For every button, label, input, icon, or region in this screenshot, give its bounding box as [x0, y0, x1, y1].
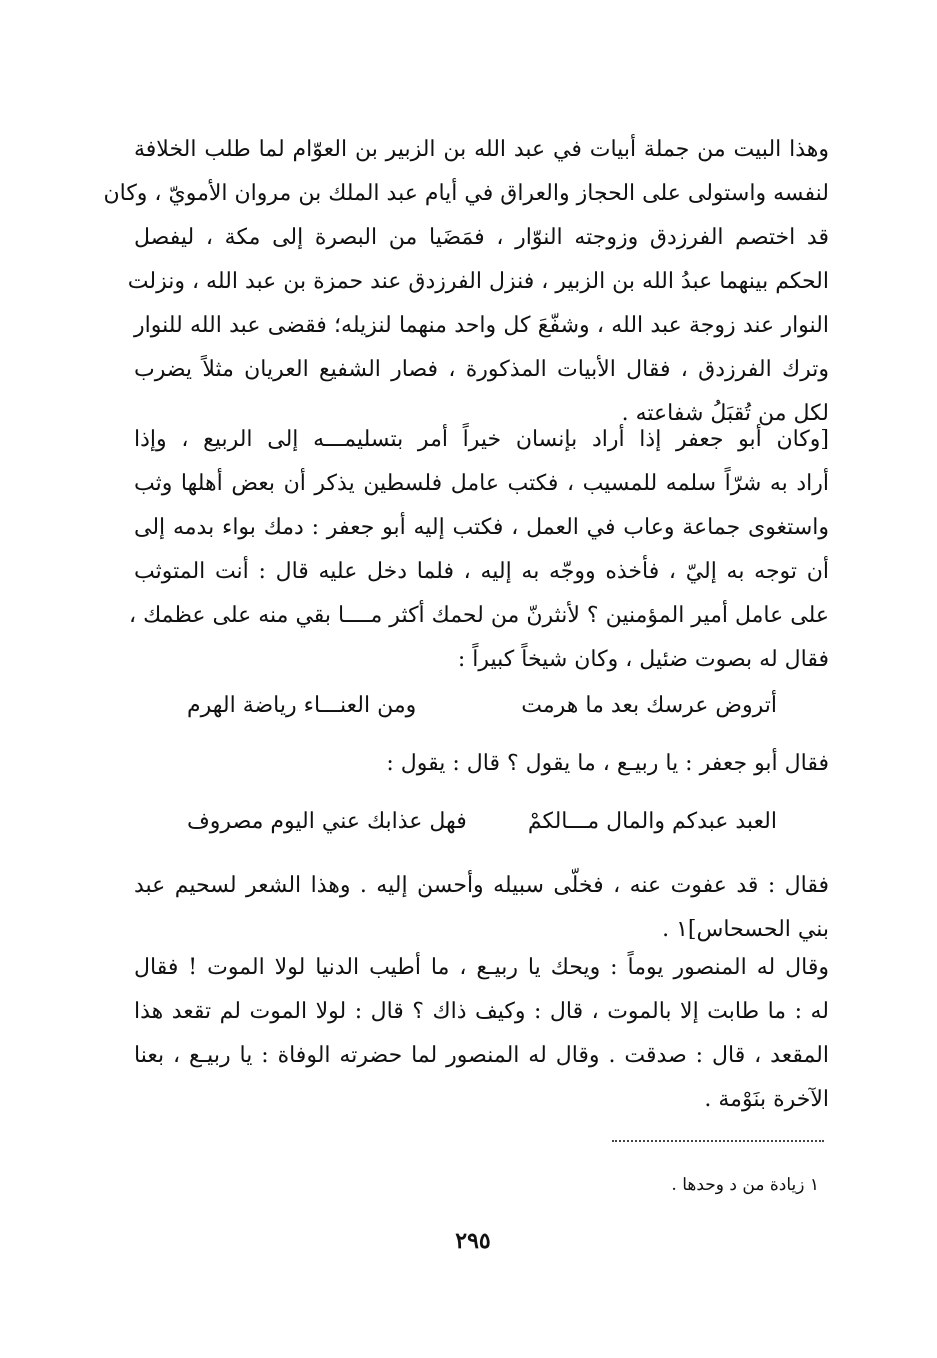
footnote-divider [612, 1140, 824, 1142]
text-line: وترك الفرزدق ، فقال الأبيات المذكورة ، فصار الشفيع العريان مثلاً يضرب [134, 357, 829, 382]
text-line: فقال : قد عفوت عنه ، فخلّى سبيله وأحسن إليه . وهذا الشعر لسحيم عبد [134, 873, 829, 898]
poem-verse-2 [187, 800, 777, 844]
text-line: له : ما طابت إلا بالموت ، قال : وكيف ذاك ؟ قال : لولا الموت لم تقعد هذا [134, 999, 829, 1024]
narration-line: فقال أبو جعفر : يا ربيـع ، ما يقول ؟ قال : يقول : [386, 751, 829, 776]
text-line: وهذا البيت من جملة أبيات في عبد الله بن الزبير بن العوّام لما طلب الخلافة [134, 137, 829, 162]
verse-first-hemistich: أتروض عرسك بعد ما هرمت [521, 693, 777, 718]
text-line: أراد به شرّاً سلمه للمسيب ، فكتب عامل فلسطين يذكر أن بعض أهلها وثب [134, 471, 829, 496]
verse-second-hemistich: فهل عذابك عني اليوم مصروف [187, 809, 467, 834]
paragraph-4 [134, 946, 829, 1122]
footnote: ١ زيادة من د وحدها . [671, 1175, 819, 1195]
text-line: [وكان أبو جعفر إذا أراد بإنسان خيراً أمر بتسليمـــه إلى الربيع ، وإذا [134, 427, 829, 452]
paragraph-2 [128, 418, 829, 682]
text-line: فقال له بصوت ضئيل ، وكان شيخاً كبيراً : [457, 647, 829, 672]
text-line: أن توجه به إليّ ، فأخذه ووجّه به إليه ، فلما دخل عليه قال : أنت المتوثب [134, 559, 829, 584]
paragraph-3 [134, 864, 829, 952]
poem-verse-1 [187, 684, 777, 728]
text-line: النوار عند زوجة عبد الله ، وشفّعَ كل واحد منهما لنزيله؛ فقضى عبد الله للنوار [134, 313, 829, 338]
verse-second-hemistich: ومن العنـــاء رياضة الهرم [187, 693, 417, 718]
text-line: لنفسه واستولى على الحجاز والعراق في أيام عبد الملك بن مروان الأمويّ ، وكان [103, 181, 829, 206]
text-line: الحكم بينهما عبدُ الله بن الزبير ، فنزل الفرزدق عند حمزة بن عبد الله ، ونزلت [127, 269, 829, 294]
text-line: لكل من تُقبَلُ شفاعته . [621, 401, 829, 426]
text-line: وقال له المنصور يوماً : ويحك يا ربيـع ، ما أطيب الدنيا لولا الموت ! فقال [134, 955, 829, 980]
page-number: ٢٩٥ [455, 1228, 491, 1254]
text-line: واستغوى جماعة وعاب في العمل ، فكتب إليه أبو جعفر : دمك بواء بدمه إلى [134, 515, 829, 540]
paragraph-1 [103, 128, 829, 436]
text-line: قد اختصم الفرزدق وزوجته النوّار ، فمَضَيا من البصرة إلى مكة ، ليفصل [134, 225, 829, 250]
text-line: المقعد ، قال : صدقت . وقال له المنصور لما حضرته الوفاة : يا ربيـع ، بعنا [134, 1043, 829, 1068]
text-line: الآخرة بنَوْمة . [704, 1087, 829, 1112]
text-line: على عامل أمير المؤمنين ؟ لأنثرنّ من لحمك أكثر مــــا بقي منه على عظمك ، [128, 603, 829, 628]
verse-first-hemistich: العبد عبدكم والمال مـــالكمْ [527, 809, 777, 834]
text-line: بني الحسحاس]١ . [662, 917, 829, 942]
